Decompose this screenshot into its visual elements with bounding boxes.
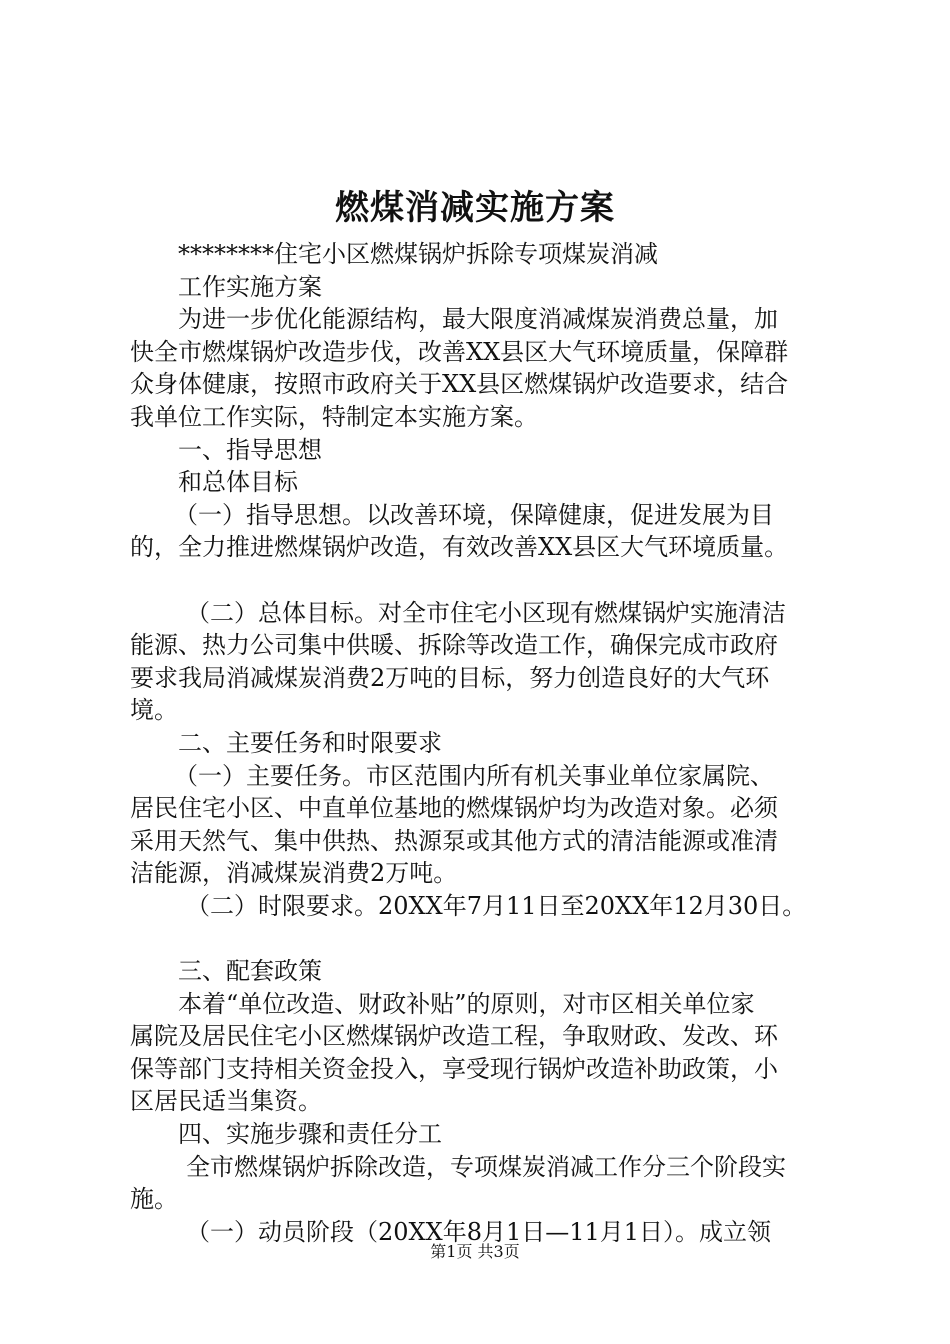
paragraph-line: 保等部门支持相关资金投入，享受现行锅炉改造补助政策，小	[130, 1054, 778, 1083]
paragraph-line: 快全市燃煤锅炉改造步伐，改善XX县区大气环境质量，保障群	[130, 337, 789, 366]
document-body	[130, 238, 830, 1248]
blank-line	[130, 564, 830, 597]
paragraph-line: 施。	[130, 1185, 178, 1214]
section-heading-3: 三、配套政策	[178, 957, 322, 986]
section-heading-2: 二、主要任务和时限要求	[178, 728, 442, 757]
paragraph-line: 为进一步优化能源结构，最大限度消减煤炭消费总量，加	[178, 305, 778, 334]
paragraph-line: （二）时限要求。20XX年7月11日至20XX年12月30日。	[186, 891, 807, 920]
subtitle-line-2: 工作实施方案	[178, 272, 322, 301]
paragraph-line: 境。	[130, 696, 178, 725]
paragraph-line: 要求我局消减煤炭消费2万吨的目标，努力创造良好的大气环	[130, 663, 770, 692]
paragraph-line: （一）指导思想。以改善环境，保障健康，促进发展为目	[174, 500, 774, 529]
document-title: 燃煤消减实施方案	[335, 188, 615, 228]
section-heading-1: 一、指导思想	[178, 435, 322, 464]
paragraph-line: 洁能源，消减煤炭消费2万吨。	[130, 859, 458, 888]
paragraph-line: 的，全力推进燃煤锅炉改造，有效改善XX县区大气环境质量。	[130, 533, 789, 562]
paragraph-line: （一）主要任务。市区范围内所有机关事业单位家属院、	[174, 761, 774, 790]
section-heading-4: 四、实施步骤和责任分工	[178, 1120, 442, 1149]
paragraph-line: 众身体健康，按照市政府关于XX县区燃煤锅炉改造要求，结合	[130, 370, 789, 399]
paragraph-line: 区居民适当集资。	[130, 1087, 322, 1116]
paragraph-line: 属院及居民住宅小区燃煤锅炉改造工程，争取财政、发改、环	[130, 1022, 778, 1051]
paragraph-line: 全市燃煤锅炉拆除改造，专项煤炭消减工作分三个阶段实	[186, 1152, 786, 1181]
page-indicator: 第1页 共3页	[430, 1242, 520, 1261]
paragraph-line: 本着“单位改造、财政补贴”的原则，对市区相关单位家	[178, 989, 755, 1018]
paragraph-line: 居民住宅小区、中直单位基地的燃煤锅炉均为改造对象。必须	[130, 794, 778, 823]
paragraph-line: 采用天然气、集中供热、热源泵或其他方式的清洁能源或准清	[130, 826, 778, 855]
paragraph-line: 能源、热力公司集中供暖、拆除等改造工作，确保完成市政府	[130, 631, 778, 660]
blank-line	[130, 922, 830, 955]
paragraph-line: （一）动员阶段（20XX年8月1日—11月1日）。成立领	[186, 1217, 772, 1246]
subtitle-line-1: ********住宅小区燃煤锅炉拆除专项煤炭消减	[178, 240, 658, 268]
paragraph-line: （二）总体目标。对全市住宅小区现有燃煤锅炉实施清洁	[186, 598, 786, 627]
section-heading-1-cont: 和总体目标	[178, 468, 298, 497]
paragraph-line: 我单位工作实际，特制定本实施方案。	[130, 402, 538, 431]
